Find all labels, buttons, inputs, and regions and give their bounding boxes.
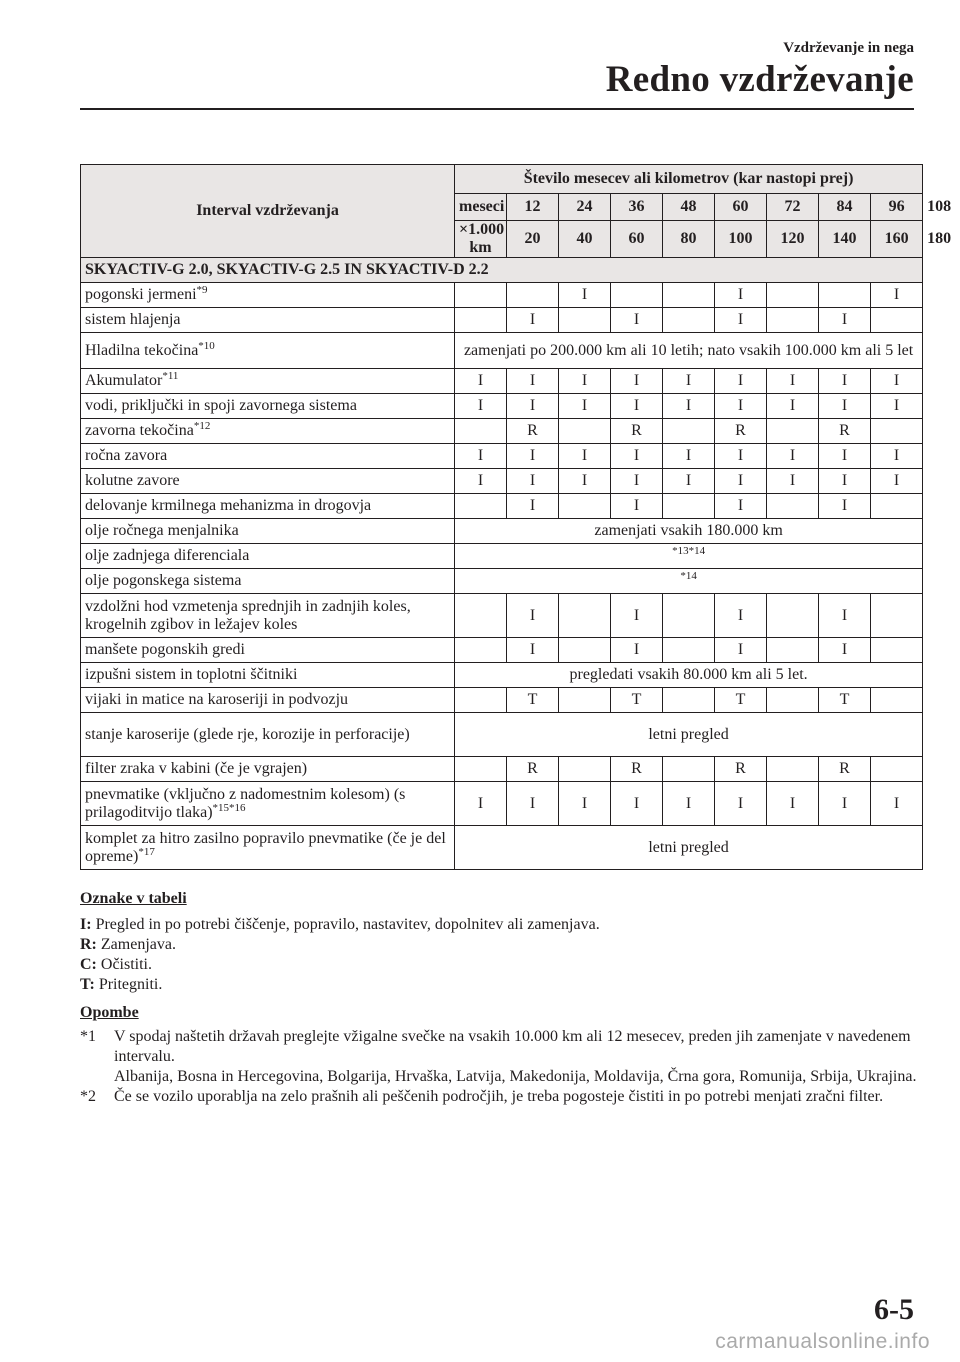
schedule-cell: I [507, 594, 559, 638]
table-row [81, 394, 923, 419]
row-label [81, 688, 455, 713]
span-header: Število mesecev ali kilometrov (kar nastopi prej) [455, 165, 923, 194]
section-label: Vzdrževanje in nega [783, 40, 914, 56]
schedule-cell: I [663, 782, 715, 826]
row-label-text: stanje karoserije (glede rje, korozije in perforacije) [85, 725, 410, 743]
schedule-cell [767, 638, 819, 663]
schedule-cell [663, 594, 715, 638]
schedule-cell [871, 308, 923, 333]
schedule-cell: I [507, 782, 559, 826]
schedule-cell: I [507, 369, 559, 394]
row-label-text: filter zraka v kabini (če je vgrajen) [85, 760, 308, 777]
table-row [81, 519, 923, 544]
maintenance-table: Interval vzdrževanja Število mesecev ali kilometrov (kar nastopi prej) meseci 12 24 36 48 60 72 84 96 108 ×1.000 km 20 40 60 80 100 120 140 160 180 SKYACTIV-G 2.0, SKYACTIV-G 2.5 IN SKYACTIV-D 2.2 pogonski jermeni$^{*9}$ I I I sistem hlajenja I I I I Hladilna tekočina$^{*10}$ zamenjati po 200.000 km ali 10 letih; nato vsakih 100.000 km ali 5 let Akumulator$^{*11}$ I I I I I I I I I vodi, priključki in spoji zavornega sistema I I I I I I I I I zavorna tekočina$^{*12}$ R R R R ročna zavora I I I I I I I I I kolutne zavore I I I I I I I I I delovanje krmilnega mehanizma in drogovja I I I I olje ročnega menjalnika zamenjati vsakih 180.000 km olje zadnjega diferenciala *13*14 olje pogonskega sistema *14 vzdolžni hod vzmetenja sprednjih in zadnjih koles, krogelnih zgibov in ležajev koles I I I I manšete pogonskih gredi I I I I izpušni sistem in toplotni ščitniki pregledati vsakih 80.000 km ali 5 let. vijaki in matice na karoseriji in podvozju T T T T stanje karoserije (glede rje, korozije in perforacije) letni pregled filter zraka v kabini (če je vgrajen) R R R R pnevmatike (vključno z nadomestnim kolesom) (s prilagoditvijo tlaka)$^{*15*16}$ I I I I I I I I I komplet za hitro zasilno popravilo pnevmatike (če je del opreme)$^{*17}$ letni pregled [80, 164, 923, 870]
row-label [81, 544, 455, 569]
months-header-cell: 96 [871, 194, 923, 221]
row-label [81, 469, 455, 494]
row-label [81, 713, 455, 757]
table-row [81, 308, 923, 333]
schedule-cell: I [507, 494, 559, 519]
table-row [81, 444, 923, 469]
schedule-cell [663, 419, 715, 444]
km-header-cell: 40 [559, 221, 611, 258]
schedule-cell: I [507, 444, 559, 469]
row-label [81, 419, 455, 444]
schedule-cell: T [715, 688, 767, 713]
schedule-cell: I [715, 444, 767, 469]
schedule-cell [559, 419, 611, 444]
row-label [81, 394, 455, 419]
km-header-cell: 20 [507, 221, 559, 258]
schedule-cell: T [819, 688, 871, 713]
row-label [81, 333, 455, 369]
row-label-text: olje zadnjega diferenciala [85, 547, 250, 564]
row-label [81, 638, 455, 663]
schedule-cell: I [767, 469, 819, 494]
note-item [80, 1027, 920, 1087]
watermark: carmanualsonline.info [715, 1330, 930, 1353]
row-label [81, 663, 455, 688]
schedule-cell [559, 594, 611, 638]
schedule-cell [559, 308, 611, 333]
schedule-cell: I [611, 494, 663, 519]
schedule-cell [871, 638, 923, 663]
row-span-text: letni pregled [455, 713, 923, 757]
schedule-cell: R [507, 757, 559, 782]
legend-key: C: [80, 956, 97, 973]
schedule-cell: I [715, 782, 767, 826]
table-row [81, 757, 923, 782]
schedule-cell [767, 688, 819, 713]
row-span-text: pregledati vsakih 80.000 km ali 5 let. [455, 663, 923, 688]
interval-header: Interval vzdrževanja [81, 165, 455, 258]
schedule-cell [663, 638, 715, 663]
schedule-cell: I [663, 444, 715, 469]
schedule-cell: I [819, 369, 871, 394]
schedule-cell: I [611, 782, 663, 826]
legend-key: T: [80, 976, 95, 993]
schedule-cell [871, 419, 923, 444]
row-footnote: *14 [455, 569, 923, 594]
schedule-cell [559, 494, 611, 519]
schedule-cell: I [767, 394, 819, 419]
schedule-cell: I [455, 394, 507, 419]
row-label-text: vijaki in matice na karoseriji in podvozju [85, 691, 349, 708]
footnote-ref: *11 [162, 370, 179, 382]
schedule-cell [455, 757, 507, 782]
legend-item [80, 915, 920, 935]
row-label-text: pogonski jermeni [85, 286, 197, 303]
schedule-cell: I [611, 638, 663, 663]
schedule-cell: I [819, 394, 871, 419]
schedule-cell: I [715, 638, 767, 663]
schedule-cell: I [663, 394, 715, 419]
schedule-cell: I [559, 394, 611, 419]
schedule-cell: I [819, 494, 871, 519]
row-label-text: kolutne zavore [85, 472, 180, 489]
note-number: *1 [80, 1028, 96, 1045]
row-label [81, 757, 455, 782]
schedule-cell: I [767, 782, 819, 826]
engine-group-row: SKYACTIV-G 2.0, SKYACTIV-G 2.5 IN SKYACTIV-D 2.2 [81, 258, 923, 283]
schedule-cell: I [715, 283, 767, 308]
note-number: *2 [80, 1088, 96, 1105]
schedule-cell: I [611, 594, 663, 638]
schedule-cell: I [715, 494, 767, 519]
schedule-cell [767, 283, 819, 308]
schedule-cell [871, 757, 923, 782]
schedule-cell [663, 757, 715, 782]
legend-block [80, 889, 920, 1107]
km-header-cell: 80 [663, 221, 715, 258]
footnote-ref: *15*16 [212, 801, 246, 814]
schedule-cell [455, 308, 507, 333]
legend-item [80, 935, 920, 955]
schedule-cell [767, 594, 819, 638]
row-label-text: komplet za hitro zasilno popravilo pnevmatike (če je del opreme) [85, 829, 446, 865]
table-row [81, 782, 923, 826]
page-title: Redno vzdrževanje [605, 59, 914, 100]
row-span-text: letni pregled [455, 826, 923, 870]
row-label-text: vzdolžni hod vzmetenja sprednjih in zadnjih koles, krogelnih zgibov in ležajev koles [85, 597, 411, 633]
row-label-text: delovanje krmilnega mehanizma in drogovja [85, 497, 372, 514]
row-label-text: Akumulator [85, 372, 163, 389]
page-number: 6-5 [874, 1293, 914, 1326]
row-label-text: izpušni sistem in toplotni ščitniki [85, 666, 298, 683]
months-header-cell: 24 [559, 194, 611, 221]
schedule-cell: I [611, 444, 663, 469]
row-span-text: zamenjati vsakih 180.000 km [455, 519, 923, 544]
schedule-cell [871, 594, 923, 638]
schedule-cell: I [663, 369, 715, 394]
schedule-cell: T [611, 688, 663, 713]
legend-text: Pritegniti. [98, 976, 163, 993]
months-header-cell: 12 [507, 194, 559, 221]
table-row [81, 333, 923, 369]
schedule-cell [767, 308, 819, 333]
schedule-cell: I [507, 394, 559, 419]
schedule-cell: I [611, 394, 663, 419]
row-label-text: ročna zavora [85, 447, 168, 464]
legend-key: R: [80, 936, 97, 953]
schedule-cell [663, 688, 715, 713]
schedule-cell: I [559, 469, 611, 494]
schedule-cell [871, 494, 923, 519]
footnote-ref: *17 [138, 845, 155, 858]
schedule-cell [455, 283, 507, 308]
table-row [81, 569, 923, 594]
schedule-cell: I [611, 308, 663, 333]
row-label-text: olje pogonskega sistema [85, 572, 242, 589]
schedule-cell: I [871, 782, 923, 826]
legend-text: Pregled in po potrebi čiščenje, popravilo, nastavitev, dopolnitev ali zamenjava. [95, 916, 600, 933]
km-header-cell: 60 [611, 221, 663, 258]
row-label-text: zavorna tekočina [85, 422, 194, 439]
schedule-cell: I [871, 283, 923, 308]
schedule-cell: I [507, 469, 559, 494]
table-row [81, 713, 923, 757]
row-label [81, 283, 455, 308]
schedule-cell: I [871, 369, 923, 394]
schedule-cell: I [819, 594, 871, 638]
schedule-cell: I [559, 782, 611, 826]
row-label [81, 594, 455, 638]
km-header-cell: 140 [819, 221, 871, 258]
table-row [81, 369, 923, 394]
km-header-cell: 100 [715, 221, 767, 258]
schedule-cell: R [819, 757, 871, 782]
schedule-cell: I [715, 369, 767, 394]
row-footnote: *13*14 [455, 544, 923, 569]
table-row [81, 544, 923, 569]
note-text: V spodaj naštetih državah preglejte vžigalne svečke na vsakih 10.000 km ali 12 mesecev, preden jih zamenjate v navedenem intervalu. [114, 1028, 911, 1065]
schedule-cell: I [507, 308, 559, 333]
row-span-text: zamenjati po 200.000 km ali 10 letih; nato vsakih 100.000 km ali 5 let [455, 333, 923, 369]
table-row [81, 419, 923, 444]
table-row [81, 663, 923, 688]
row-label [81, 308, 455, 333]
schedule-cell [455, 494, 507, 519]
months-header-cell: 84 [819, 194, 871, 221]
row-label-text: olje ročnega menjalnika [85, 522, 239, 539]
schedule-cell [819, 283, 871, 308]
schedule-cell [611, 283, 663, 308]
schedule-cell: I [559, 369, 611, 394]
table-row [81, 826, 923, 870]
schedule-cell: I [819, 308, 871, 333]
km-header-cell: 160 [871, 221, 923, 258]
schedule-cell: I [819, 782, 871, 826]
notes-heading: Opombe [80, 1004, 139, 1021]
footnote-ref: *9 [196, 284, 208, 296]
schedule-cell [559, 757, 611, 782]
row-label [81, 519, 455, 544]
legend-item [80, 955, 920, 975]
schedule-cell [871, 688, 923, 713]
schedule-cell [767, 757, 819, 782]
row-label-text: sistem hlajenja [85, 311, 181, 328]
months-header-cell: 36 [611, 194, 663, 221]
legend-item [80, 975, 920, 995]
note-text: Albanija, Bosna in Hercegovina, Bolgarija, Hrvaška, Latvija, Makedonija, Moldavija, Črna gora, Romunija, Srbija, Ukrajina. [114, 1068, 917, 1085]
schedule-cell: I [819, 444, 871, 469]
table-row [81, 283, 923, 308]
legend-text: Očistiti. [100, 956, 152, 973]
row-label-text: pnevmatike (vključno z nadomestnim kolesom) (s prilagoditvijo tlaka) [85, 785, 406, 821]
schedule-cell: I [715, 469, 767, 494]
km-header-cell: 120 [767, 221, 819, 258]
schedule-cell: I [819, 469, 871, 494]
schedule-cell [767, 494, 819, 519]
schedule-cell [559, 638, 611, 663]
schedule-cell: R [611, 419, 663, 444]
schedule-cell: R [715, 757, 767, 782]
months-header-cell: 60 [715, 194, 767, 221]
note-item [80, 1087, 920, 1107]
schedule-cell: I [715, 594, 767, 638]
schedule-cell: R [611, 757, 663, 782]
schedule-cell: R [819, 419, 871, 444]
schedule-cell [455, 594, 507, 638]
legend-heading: Oznake v tabeli [80, 890, 187, 907]
schedule-cell [559, 688, 611, 713]
schedule-cell: I [507, 638, 559, 663]
schedule-cell: I [559, 283, 611, 308]
schedule-cell: I [871, 469, 923, 494]
table-row [81, 494, 923, 519]
schedule-cell: I [455, 369, 507, 394]
footnote-ref: *12 [193, 420, 211, 432]
note-text: Če se vozilo uporablja na zelo prašnih ali peščenih področjih, je treba pogosteje čistiti in po potrebi menjati zračni filter. [114, 1088, 884, 1105]
table-row [81, 594, 923, 638]
row-label [81, 782, 455, 826]
row-label [81, 494, 455, 519]
schedule-cell: I [455, 469, 507, 494]
legend-key: I: [80, 916, 92, 933]
schedule-cell: I [559, 444, 611, 469]
months-header-cell: 72 [767, 194, 819, 221]
row-label-text: vodi, priključki in spoji zavornega sistema [85, 397, 357, 414]
header-rule [80, 108, 914, 110]
schedule-cell: I [455, 444, 507, 469]
legend-text: Zamenjava. [100, 936, 176, 953]
schedule-cell: I [715, 308, 767, 333]
footnote-ref: *10 [198, 339, 215, 352]
schedule-cell: I [611, 369, 663, 394]
row-label [81, 826, 455, 870]
schedule-cell [507, 283, 559, 308]
schedule-cell: R [715, 419, 767, 444]
schedule-cell [455, 638, 507, 663]
schedule-cell: I [767, 369, 819, 394]
schedule-cell: I [871, 394, 923, 419]
table-row [81, 688, 923, 713]
row-label [81, 444, 455, 469]
months-label: meseci [455, 194, 507, 221]
schedule-cell: I [715, 394, 767, 419]
schedule-cell: I [767, 444, 819, 469]
table-row [81, 638, 923, 663]
schedule-cell: I [663, 469, 715, 494]
schedule-cell [455, 419, 507, 444]
km-label: ×1.000 km [455, 221, 507, 258]
months-header-cell: 48 [663, 194, 715, 221]
row-label-text: manšete pogonskih gredi [85, 641, 245, 658]
schedule-cell [455, 688, 507, 713]
schedule-cell: R [507, 419, 559, 444]
schedule-cell [767, 419, 819, 444]
row-label [81, 369, 455, 394]
table-row [81, 469, 923, 494]
schedule-cell: I [611, 469, 663, 494]
schedule-cell [663, 494, 715, 519]
schedule-cell [663, 283, 715, 308]
row-label [81, 569, 455, 594]
row-label-text: Hladilna tekočina [85, 341, 199, 359]
schedule-cell: I [455, 782, 507, 826]
schedule-cell: T [507, 688, 559, 713]
schedule-cell: I [819, 638, 871, 663]
schedule-cell [663, 308, 715, 333]
schedule-cell: I [871, 444, 923, 469]
